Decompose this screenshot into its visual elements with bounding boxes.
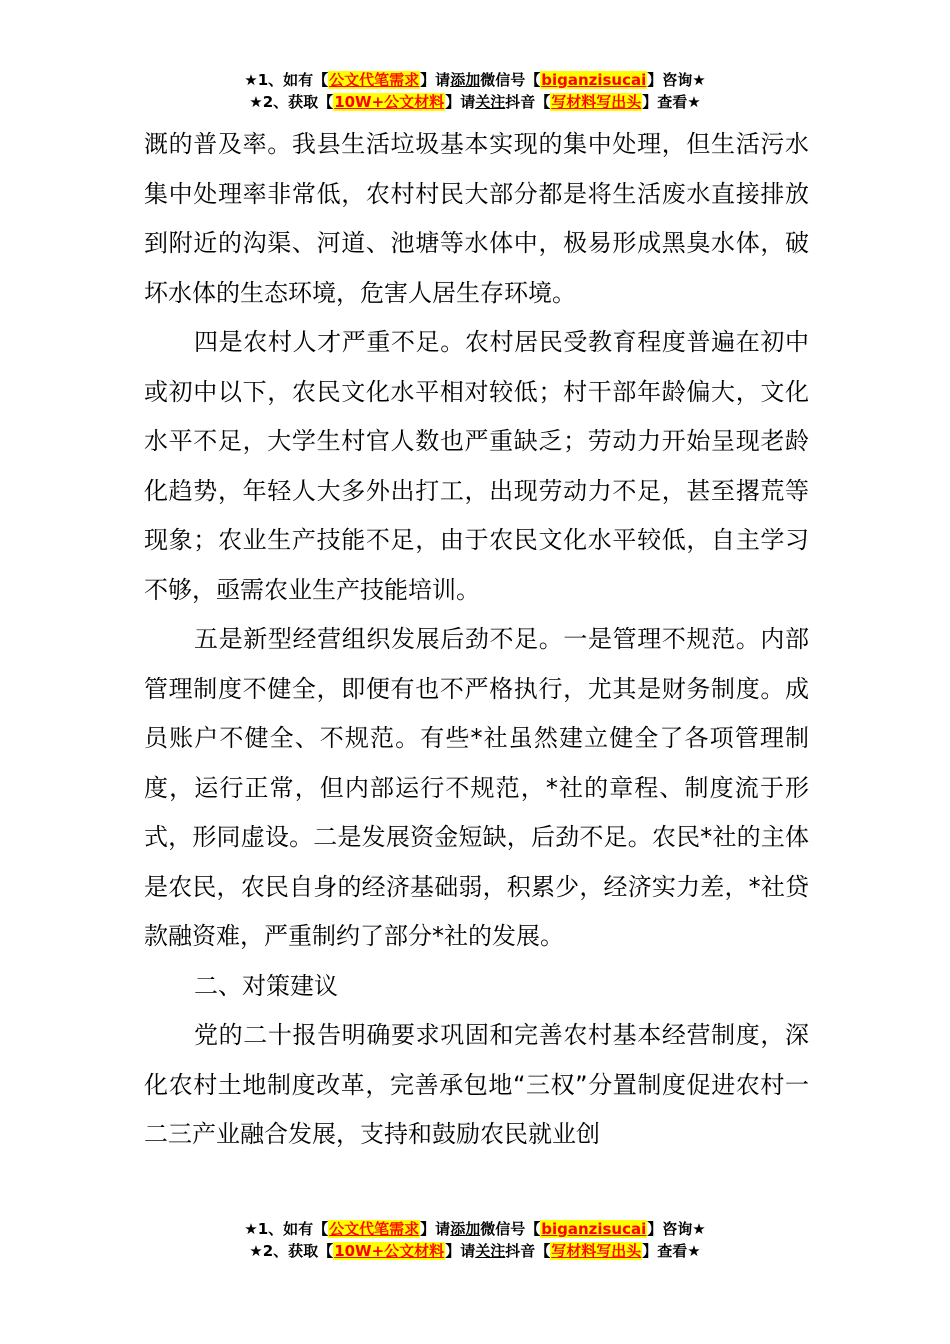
banner-text: 抖音【	[505, 1242, 551, 1260]
banner-text: 】请	[445, 93, 476, 111]
body-paragraph: 党的二十报告明确要求巩固和完善农村基本经营制度，深化农村土地制度改革，完善承包地“三权”分置制度促进农村一二三产业融合发展，支持和鼓励农民就业创	[144, 1021, 809, 1148]
banner-text: 】查看★	[642, 93, 701, 111]
highlight-wechat-id: biganzisucai	[541, 1220, 647, 1238]
highlight-douyin-account: 写材料写出头	[551, 93, 642, 111]
highlight-service-text: 公文代笔需求	[329, 71, 420, 89]
banner-text: 】请	[420, 1220, 451, 1238]
banner-text: 微信号【	[480, 71, 541, 89]
underlined-text: 添加	[450, 71, 481, 89]
banner-text: ★2、获取【	[249, 93, 334, 111]
document-body	[144, 120, 809, 1160]
banner-text: 】咨询★	[647, 71, 706, 89]
footer-banner	[0, 1218, 950, 1262]
underlined-text: 添加	[450, 1220, 481, 1238]
banner-line-1	[0, 1218, 950, 1240]
banner-text: ★2、获取【	[249, 1242, 334, 1260]
banner-text: 微信号【	[480, 1220, 541, 1238]
underlined-text: 关注	[475, 1242, 506, 1260]
highlight-materials-text: 10W+公文材料	[334, 93, 445, 111]
highlight-service-text: 公文代笔需求	[329, 1220, 420, 1238]
body-paragraph: 五是新型经营组织发展后劲不足。一是管理不规范。内部管理制度不健全，即便有也不严格执行，尤其是财务制度。成员账户不健全、不规范。有些*社虽然建立健全了各项管理制度，运行正常，但内部运行不规范，*社的章程、制度流于形式，形同虚设。二是发展资金短缺，后劲不足。农民*社的主体是农民，农民自身的经济基础弱，积累少，经济实力差，*社贷款融资难，严重制约了部分*社的发展。	[144, 625, 809, 950]
banner-text: 】请	[445, 1242, 476, 1260]
banner-text: ★1、如有【	[244, 71, 329, 89]
banner-text: 抖音【	[505, 93, 551, 111]
highlight-wechat-id: biganzisucai	[541, 71, 647, 89]
banner-text: 】查看★	[642, 1242, 701, 1260]
banner-text: 】咨询★	[647, 1220, 706, 1238]
body-paragraph: 溉的普及率。我县生活垃圾基本实现的集中处理，但生活污水集中处理率非常低，农村村民大部分都是将生活废水直接排放到附近的沟渠、河道、池塘等水体中，极易形成黑臭水体，破坏水体的生态环境，危害人居生存环境。	[144, 130, 809, 307]
banner-line-2	[0, 91, 950, 113]
section-heading: 二、对策建议	[194, 971, 338, 1000]
banner-line-2	[0, 1240, 950, 1262]
banner-text: 】请	[420, 71, 451, 89]
banner-line-1	[0, 69, 950, 91]
underlined-text: 关注	[475, 93, 506, 111]
banner-text: ★1、如有【	[244, 1220, 329, 1238]
highlight-douyin-account: 写材料写出头	[551, 1242, 642, 1260]
header-banner	[0, 69, 950, 113]
body-paragraph: 四是农村人才严重不足。农村居民受教育程度普遍在初中或初中以下，农民文化水平相对较低；村干部年龄偏大，文化水平不足，大学生村官人数也严重缺乏；劳动力开始呈现老龄化趋势，年轻人大多外出打工，出现劳动力不足，甚至撂荒等现象；农业生产技能不足，由于农民文化水平较低，自主学习不够，亟需农业生产技能培训。	[144, 328, 809, 604]
highlight-materials-text: 10W+公文材料	[334, 1242, 445, 1260]
